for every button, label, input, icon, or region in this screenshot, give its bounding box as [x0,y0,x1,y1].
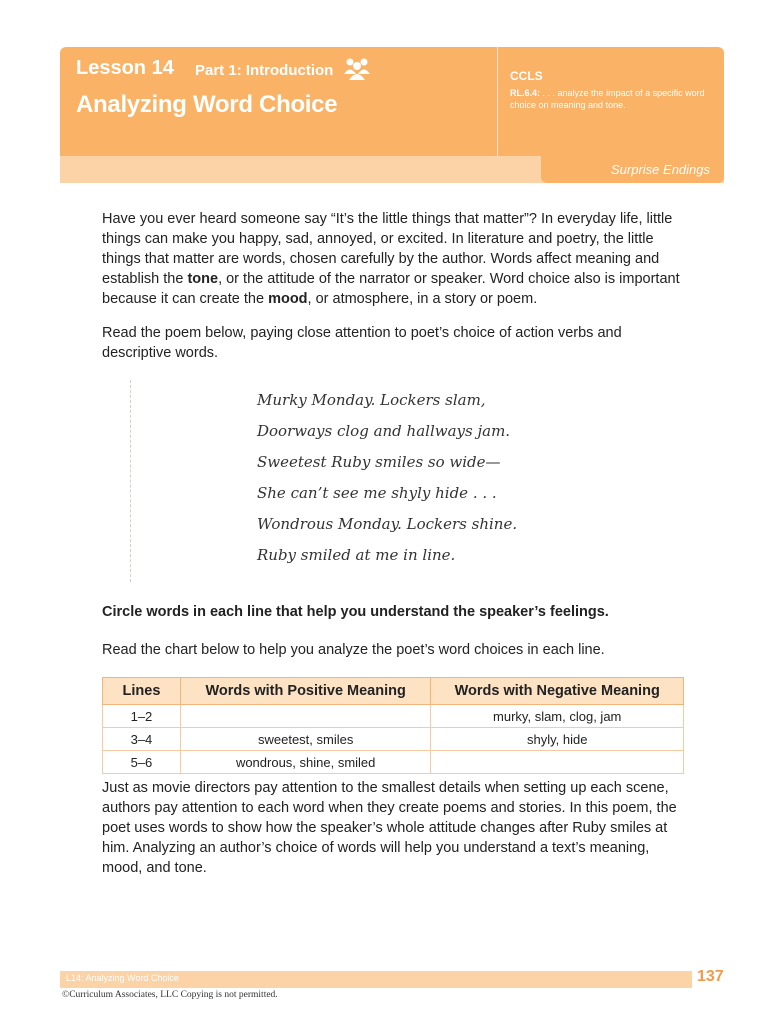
poem-instruction-paragraph: Read the poem below, paying close attention to poet’s choice of action verbs and descriptive words. [102,325,622,361]
circle-instruction: Circle words in each line that help you understand the speaker’s feelings. [102,604,609,620]
standard-description [510,87,710,111]
poem-line: Ruby smiled at me in line. [257,546,456,564]
intro-paragraph [102,209,682,309]
table-cell: 1–2 [103,705,181,728]
standard-code: RL.6.4: [510,88,541,98]
header-divider [497,47,498,156]
poem-line: Doorways clog and hallways jam. [257,422,511,440]
unit-tag: Surprise Endings [611,162,710,177]
mood-term: mood [268,291,308,307]
table-row [103,705,684,728]
poem-line: She can’t see me shyly hide . . . [257,484,497,502]
column-header: Words with Negative Meaning [431,678,684,705]
column-header: Words with Positive Meaning [180,678,431,705]
column-header: Lines [103,678,181,705]
table-row [103,751,684,774]
group-people-icon [342,57,372,81]
intro-text-2: , or the attitude of the narrator or speaker. Word choice also is important because it can create the [102,271,680,307]
running-title: L14: Analyzing Word Choice [66,973,179,983]
intro-text-1: Have you ever heard someone say “It’s the little things that matter”? In everyday life, little things can make you happy, sad, annoyed, or excited. In literature and poetry, the little things that matter are words, chosen carefully by the author. Words affect meaning and establish the [102,211,673,287]
page-number: 137 [697,968,724,985]
poem-box [130,380,685,582]
word-choice-table [102,677,684,774]
unit-tab [541,156,724,183]
table-row [103,728,684,751]
tone-term: tone [187,271,219,287]
table-cell: shyly, hide [431,728,684,751]
unit-bar [60,156,724,183]
copyright-notice: ©Curriculum Associates, LLC Copying is not permitted. [62,990,278,1000]
table-cell: sweetest, smiles [180,728,431,751]
intro-text-3: , or atmosphere, in a story or poem. [307,291,538,307]
table-cell [180,705,431,728]
table-cell: wondrous, shine, smiled [180,751,431,774]
part-label: Part 1: Introduction [195,62,334,79]
poem-line: Sweetest Ruby smiles so wide— [257,453,501,471]
table-header-row [103,678,684,705]
lesson-title: Analyzing Word Choice [76,91,338,118]
chart-intro: Read the chart below to help you analyze the poet’s word choices in each line. [102,642,605,658]
poem [257,385,517,571]
table-cell [431,751,684,774]
table-cell: murky, slam, clog, jam [431,705,684,728]
poem-line: Murky Monday. Lockers slam, [257,391,486,409]
ccls-label: CCLS [510,69,543,83]
footer-bar [60,971,692,988]
standard-text: . . . analyze the impact of a specific word choice on meaning and tone. [510,88,705,110]
table-cell: 5–6 [103,751,181,774]
lesson-number: Lesson 14 [76,57,174,79]
table-cell: 3–4 [103,728,181,751]
closing-paragraph: Just as movie directors pay attention to the smallest details when setting up each scene, authors pay attention to each word when they create poems and stories. In this poem, the poet uses words to show how the speaker’s whole attitude changes after Ruby smiles at him. Analyzing an author’s choice of words will help you understand a text’s meaning, mood, and tone. [102,780,677,876]
lesson-header [60,47,724,156]
poem-line: Wondrous Monday. Lockers shine. [257,515,518,533]
